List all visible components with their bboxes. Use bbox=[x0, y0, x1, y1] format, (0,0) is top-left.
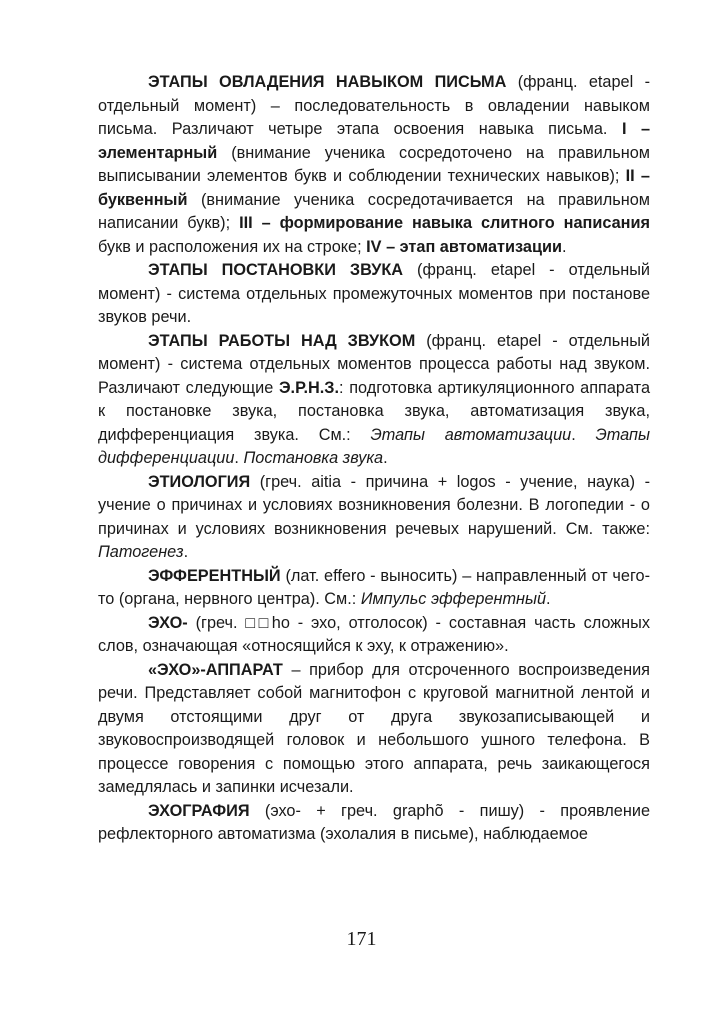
entry-ehografiya bbox=[98, 800, 650, 847]
cross-reference: Импульс эфферентный bbox=[360, 590, 547, 608]
entry-text: (франц. etapel - отдельный момент) - система отдельных моментов процесса работы над звуком. Различают следующие bbox=[98, 331, 650, 397]
term-bold: ЭТАПЫ ПОСТАНОВКИ ЗВУКА bbox=[148, 261, 404, 279]
cross-reference: Этапы автоматизации bbox=[370, 425, 572, 444]
cross-reference: Этапы дифференциации bbox=[98, 425, 650, 467]
entry-etiologiya bbox=[98, 471, 650, 565]
term-bold: ЭФФЕРЕНТНЫЙ bbox=[148, 566, 281, 585]
entry-text: (внимание ученика сосредотачивается на правильном написании букв); bbox=[98, 190, 650, 232]
entry-text: (внимание ученика сосредоточено на правильном выписывании элементов букв и соблюдении технических навыков); bbox=[98, 143, 650, 185]
entry-text: (франц. etapel - отдельный момент) - система отдельных промежуточных моментов при постанове звуков речи. bbox=[98, 261, 650, 326]
entry-etapy-raboty bbox=[98, 330, 650, 471]
entry-text: – прибор для отсроченного воспроизведения речи. Представляет собой магнитофон с круговой магнитной лентой и двумя отстоящими друг от друга звукозаписывающей и звуковоспроизводящей головок и небольшого ушного телефона. В процессе говорения с помощью этого аппарата, речь заикающегося замедлялась и запинки исчезали. bbox=[98, 660, 650, 796]
term-bold: I – элементарный bbox=[98, 120, 650, 162]
term-bold: ЭТАПЫ РАБОТЫ НАД ЗВУКОМ bbox=[148, 331, 416, 350]
entry-etapy-ovladeniya bbox=[98, 71, 650, 259]
entry-text: . bbox=[571, 425, 596, 444]
term-bold: ЭХОГРАФИЯ bbox=[148, 801, 250, 820]
dictionary-page bbox=[98, 71, 650, 847]
term-bold: ЭТИОЛОГИЯ bbox=[148, 472, 251, 491]
entry-text: (греч. aitia - причина + logos - учение, наука) - учение о причинах и условиях возникновения болезни. В логопедии - о причинах и условиях возникновения речевых нарушений. См. также: bbox=[98, 472, 650, 538]
entry-text: . bbox=[234, 449, 244, 467]
entry-text: : подготовка артикуляционного аппарата к постановке звука, постановка звука, автоматизация звука, дифференциация звука. См.: bbox=[98, 378, 651, 444]
term-bold: ЭТАПЫ ОВЛАДЕНИЯ НАВЫКОМ ПИСЬМА bbox=[148, 73, 507, 91]
cross-reference: Патогенез bbox=[98, 543, 184, 561]
entry-text: . bbox=[561, 237, 567, 256]
entry-efferentnyj bbox=[98, 565, 650, 612]
term-bold: III – формирование навыка слитного написания bbox=[239, 214, 650, 232]
cross-reference: Постановка звука bbox=[243, 449, 384, 467]
entry-eho bbox=[98, 612, 650, 659]
entry-text: . bbox=[546, 590, 551, 608]
entry-eho-apparat bbox=[98, 659, 650, 800]
entry-text: (эхо- + греч. graphõ - пишу) - проявление рефлекторного автоматизма (эхолалия в письме), наблюдаемое bbox=[98, 801, 650, 843]
term-bold: Э.Р.Н.З. bbox=[278, 378, 340, 397]
term-bold: II – буквенный bbox=[98, 167, 650, 209]
entry-text: . bbox=[383, 449, 388, 467]
term-bold: IV – этап автоматизации bbox=[366, 237, 562, 256]
entry-text: букв и расположения их на строке; bbox=[98, 237, 367, 256]
entry-text: (греч. □□ho - эхо, отголосок) - составная часть сложных слов, означающая «относящийся к эху, к отражению». bbox=[98, 613, 650, 655]
entry-etapy-postanovki bbox=[98, 259, 650, 330]
entry-text: (франц. etapel - отдельный момент) – последовательность в овладении навыком письма. Различают четыре этапа освоения навыка письма. bbox=[98, 73, 650, 138]
term-bold: ЭХО- bbox=[148, 613, 188, 632]
entry-text: (лат. effero - выносить) – направленный от чего-то (органа, нервного центра). См.: bbox=[98, 566, 650, 608]
term-bold: «ЭХО»-АППАРАТ bbox=[148, 660, 283, 679]
page-number: 171 bbox=[346, 928, 377, 950]
entry-text: . bbox=[183, 543, 189, 561]
